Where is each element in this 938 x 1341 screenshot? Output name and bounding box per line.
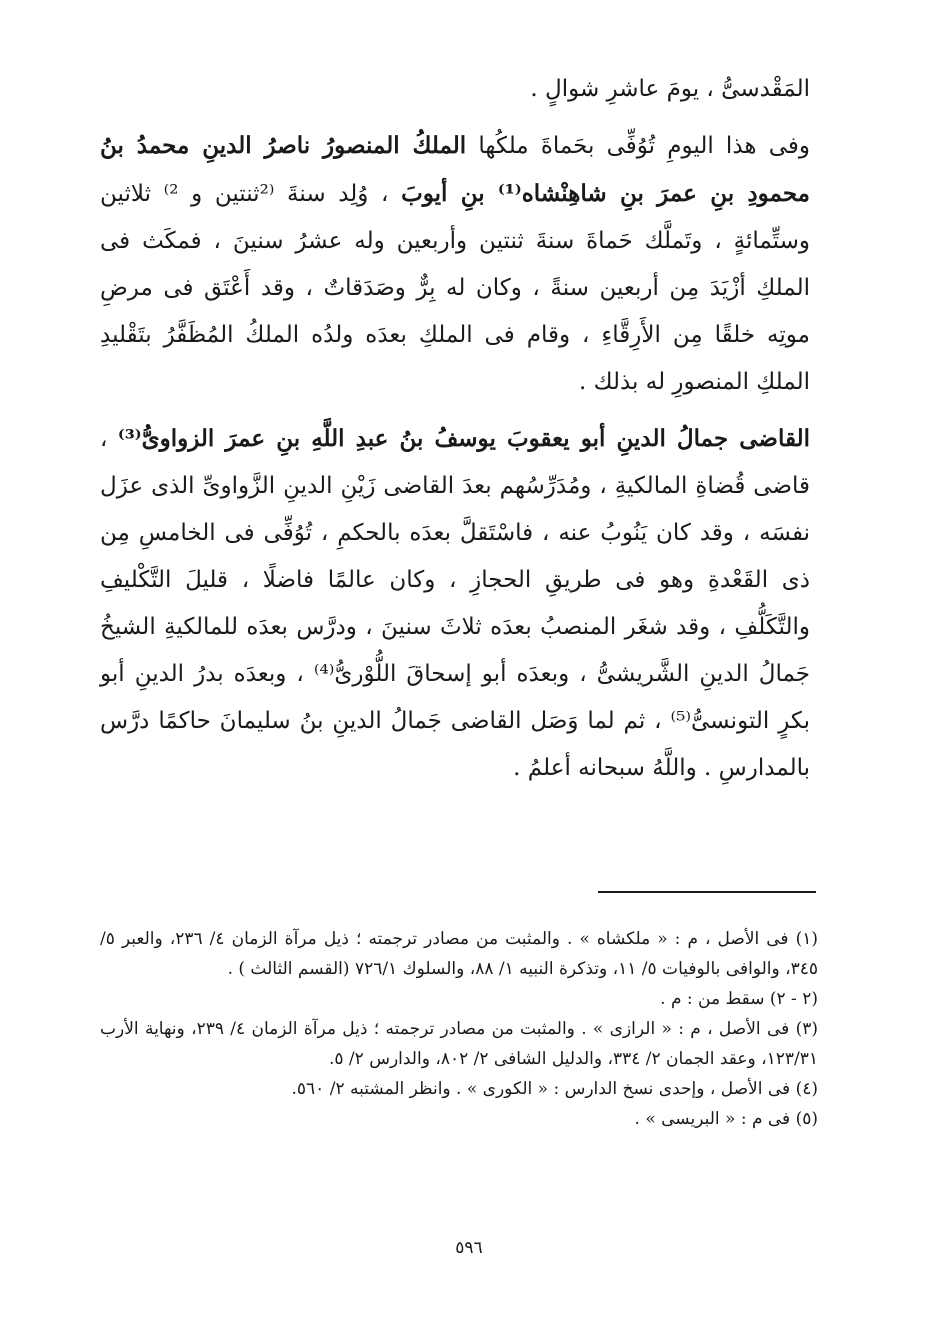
paragraph-1: المَقْدسىُّ ، يومَ عاشرِ شوالٍ . [530, 76, 810, 102]
footnote-1: (١) فى الأصل ، م : « ملكشاه » . والمثبت من مصادر ترجمته ؛ ذيل مرآة الزمان ٤/ ٢٣٦، والعبر ٥/ ٣٤٥، والوافى بالوفيات ٥/ ١١، وتذكرة النبيه ١/ ٨٨، والسلوك ٧٢٦/١ (القسم الثالث ) . [100, 929, 818, 979]
paragraph-2 [100, 122, 810, 406]
footnote-3: (٣) فى الأصل ، م : « الرازى » . والمثبت من مصادر ترجمته ؛ ذيل مرآة الزمان ٤/ ٢٣٩، ونهاية الأرب ١٢٣/٣١، وعقد الجمان ٢/ ٣٣٤، والدليل الشافى ٢/ ٨٠٢، والدارس ٢/ ٥. [100, 1019, 818, 1069]
page-number: ٥٩٦ [455, 1238, 483, 1258]
entry-name-mansur: الملكُ المنصورُ ناصرُ الدينِ محمدُ بنُ محمودِ بنِ عمرَ بنِ شاهِنْشاه⁽¹⁾ بنِ أيوبَ [100, 132, 810, 207]
paragraph-3 [100, 415, 810, 792]
footnote-2: (٢ - ٢) سقط من : م . [660, 989, 818, 1009]
paragraph-3-text: ، قاضى قُضاةِ المالكيةِ ، ومُدَرِّسُهم بعدَ القاضى زَيْنِ الدينِ الزَّواوىِّ الذى عزَل نفسَه ، وقد كان يَنُوبُ عنه ، فاسْتَقلَّ بعدَه بالحكمِ ، تُوُفِّى فى الخامسِ مِن ذى القَعْدةِ وهو فى طريقِ الحجازِ ، وكان عالمًا فاضلًا ، قليلَ التَّكْليفِ والتَّكَلُّفِ ، وقد شغَر المنصبُ بعدَه ثلاثَ سنينَ ، ودرَّس بعدَه للمالكيةِ الشيخُ جَمالُ الدينِ الشَّريشىُّ ، وبعدَه أبو إسحاقَ اللُّوْرىُّ⁽⁴⁾ ، وبعدَه بدرُ الدينِ أبو بكرٍ التونسىُّ⁽⁵⁾ ، ثم لما وَصَل القاضى جَمالُ الدينِ بنُ سليمانَ حاكمًا درَّس بالمدارسِ . واللَّهُ سبحانه أعلمُ . [100, 426, 810, 781]
paragraph-2-intro: وفى هذا اليومِ تُوُفِّى بحَماةَ ملكُها [466, 133, 810, 159]
entry-name-zawawi: القاضى جمالُ الدينِ أبو يعقوبَ يوسفُ بنُ عبدِ اللَّهِ بنِ عمرَ الزواوىُّ⁽³⁾ [117, 425, 811, 452]
footnote-5: (٥) فى م : « البريسى » . [634, 1109, 818, 1129]
main-text [100, 66, 810, 792]
footnote-4: (٤) فى الأصل ، وإحدى نسخ الدارس : « الكورى » . وانظر المشتبه ٢/ ٥٦٠. [291, 1079, 818, 1099]
paragraph-2-text: ، وُلِد سنةَ ⁽²ثنتين و ²⁾ ثلاثين وستِّمائةٍ ، وتَملَّك حَماةَ سنةَ ثنتين وأربعين وله عشرُ سنينَ ، فمكَث فى الملكِ أزْيَدَ مِن أربعين سنةً ، وكان له بِرٌّ وصَدَقاتٌ ، وقد أَعْتَق فى مرضِ موتِه خلقًا مِن الأَرِقَّاءِ ، وقام فى الملكِ بعدَه ولدُه الملكُ المُظَفَّرُ بتَقْليدِ الملكِ المنصورِ له بذلك . [100, 181, 810, 395]
footnotes [100, 924, 818, 1134]
footnote-separator [598, 891, 816, 893]
